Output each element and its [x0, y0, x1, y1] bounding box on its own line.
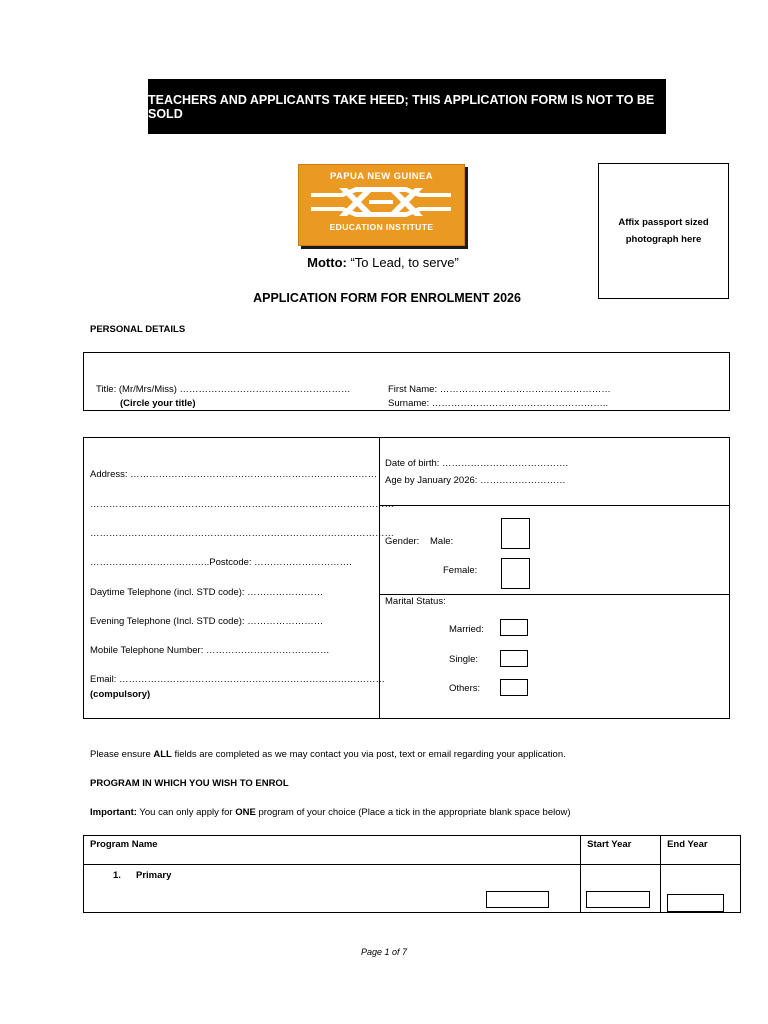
- single-checkbox[interactable]: [500, 650, 528, 667]
- program-name: Primary: [136, 870, 172, 881]
- address-line-2[interactable]: ……………………………………………………………………………………: [90, 499, 394, 510]
- title-box: [83, 352, 730, 411]
- personal-details-heading: PERSONAL DETAILS: [90, 324, 186, 335]
- motto: [268, 255, 498, 270]
- single-label: Single:: [449, 654, 479, 665]
- email-field[interactable]: Email: …………………………………………………………………………: [90, 674, 386, 685]
- program-tick-box[interactable]: [486, 891, 549, 908]
- important-text-2: program of your choice (Place a tick in the appropriate blank space below): [255, 807, 571, 818]
- dob-field[interactable]: Date of birth: ………………………………….: [385, 458, 569, 469]
- table-row: [84, 865, 741, 913]
- title-field[interactable]: Title: (Mr/Mrs/Miss) ………………………………………………: [96, 384, 351, 395]
- logo-line1: PAPUA NEW GUINEA: [330, 171, 433, 182]
- marital-status-label: Marital Status:: [385, 596, 446, 607]
- important-note: [90, 807, 571, 818]
- page-number: Page 1 of 7: [360, 947, 408, 957]
- form-title: APPLICATION FORM FOR ENROLMENT 2026: [253, 291, 521, 305]
- program-name-cell: [84, 865, 581, 913]
- email-compulsory-note: (compulsory): [90, 689, 151, 700]
- end-year-cell: [661, 865, 741, 913]
- mobile-phone-field[interactable]: Mobile Telephone Number: …………………………………: [90, 645, 330, 656]
- warning-banner: TEACHERS AND APPLICANTS TAKE HEED; THIS APPLICATION FORM IS NOT TO BE SOLD: [148, 79, 666, 134]
- surname-field[interactable]: Surname: ………………………………………………..: [388, 398, 609, 409]
- program-table: [83, 835, 741, 913]
- important-label: Important:: [90, 807, 137, 818]
- female-checkbox[interactable]: [501, 558, 530, 589]
- address-line-3[interactable]: ……………………………………………………………………………………: [90, 528, 394, 539]
- daytime-phone-field[interactable]: Daytime Telephone (incl. STD code): ……………………: [90, 587, 324, 598]
- motto-label: Motto:: [307, 255, 347, 270]
- important-text-1: You can only apply for: [136, 807, 236, 818]
- evening-phone-field[interactable]: Evening Telephone (Incl. STD code): ……………………: [90, 616, 324, 627]
- married-label: Married:: [449, 624, 484, 635]
- logo-emblem-icon: [311, 184, 451, 220]
- important-one: ONE: [235, 807, 256, 818]
- others-checkbox[interactable]: [500, 679, 528, 696]
- logo-line2: EDUCATION INSTITUTE: [329, 222, 434, 232]
- age-field[interactable]: Age by January 2026: ………………………: [385, 475, 566, 486]
- gender-label: Gender:: [385, 536, 420, 547]
- motto-text: “To Lead, to serve”: [350, 255, 459, 270]
- dob-divider: [379, 505, 729, 506]
- end-year-field[interactable]: [667, 894, 724, 912]
- end-year-header: End Year: [661, 836, 741, 865]
- postcode-field[interactable]: ………………………………..Postcode: ………………………….: [90, 557, 352, 568]
- start-year-field[interactable]: [586, 891, 650, 908]
- female-label: Female:: [443, 565, 478, 576]
- program-heading: PROGRAM IN WHICH YOU WISH TO ENROL: [90, 778, 289, 789]
- gender-divider: [379, 594, 729, 595]
- program-table-header: [84, 836, 741, 865]
- program-name-header: Program Name: [84, 836, 581, 865]
- notice-text-1: Please ensure: [90, 749, 154, 760]
- photo-box-label: Affix passport sized photograph here: [618, 217, 709, 245]
- photo-box[interactable]: [598, 163, 729, 299]
- completion-notice: [90, 749, 566, 760]
- start-year-header: Start Year: [581, 836, 661, 865]
- first-name-field[interactable]: First Name: ………………………………………………: [388, 384, 611, 395]
- institute-logo: [298, 164, 465, 246]
- others-label: Others:: [449, 683, 481, 694]
- program-number: 1.: [113, 870, 121, 881]
- male-checkbox[interactable]: [501, 518, 530, 549]
- notice-text-2: fields are completed as we may contact you via post, text or email regarding your application.: [171, 749, 566, 760]
- address-field[interactable]: Address: ……………………………………………………………………: [90, 469, 378, 480]
- married-checkbox[interactable]: [500, 619, 528, 636]
- circle-title-hint: (Circle your title): [120, 398, 196, 409]
- male-label: Male:: [430, 536, 454, 547]
- details-box: [83, 437, 730, 719]
- notice-all: ALL: [153, 749, 172, 760]
- start-year-cell: [581, 865, 661, 913]
